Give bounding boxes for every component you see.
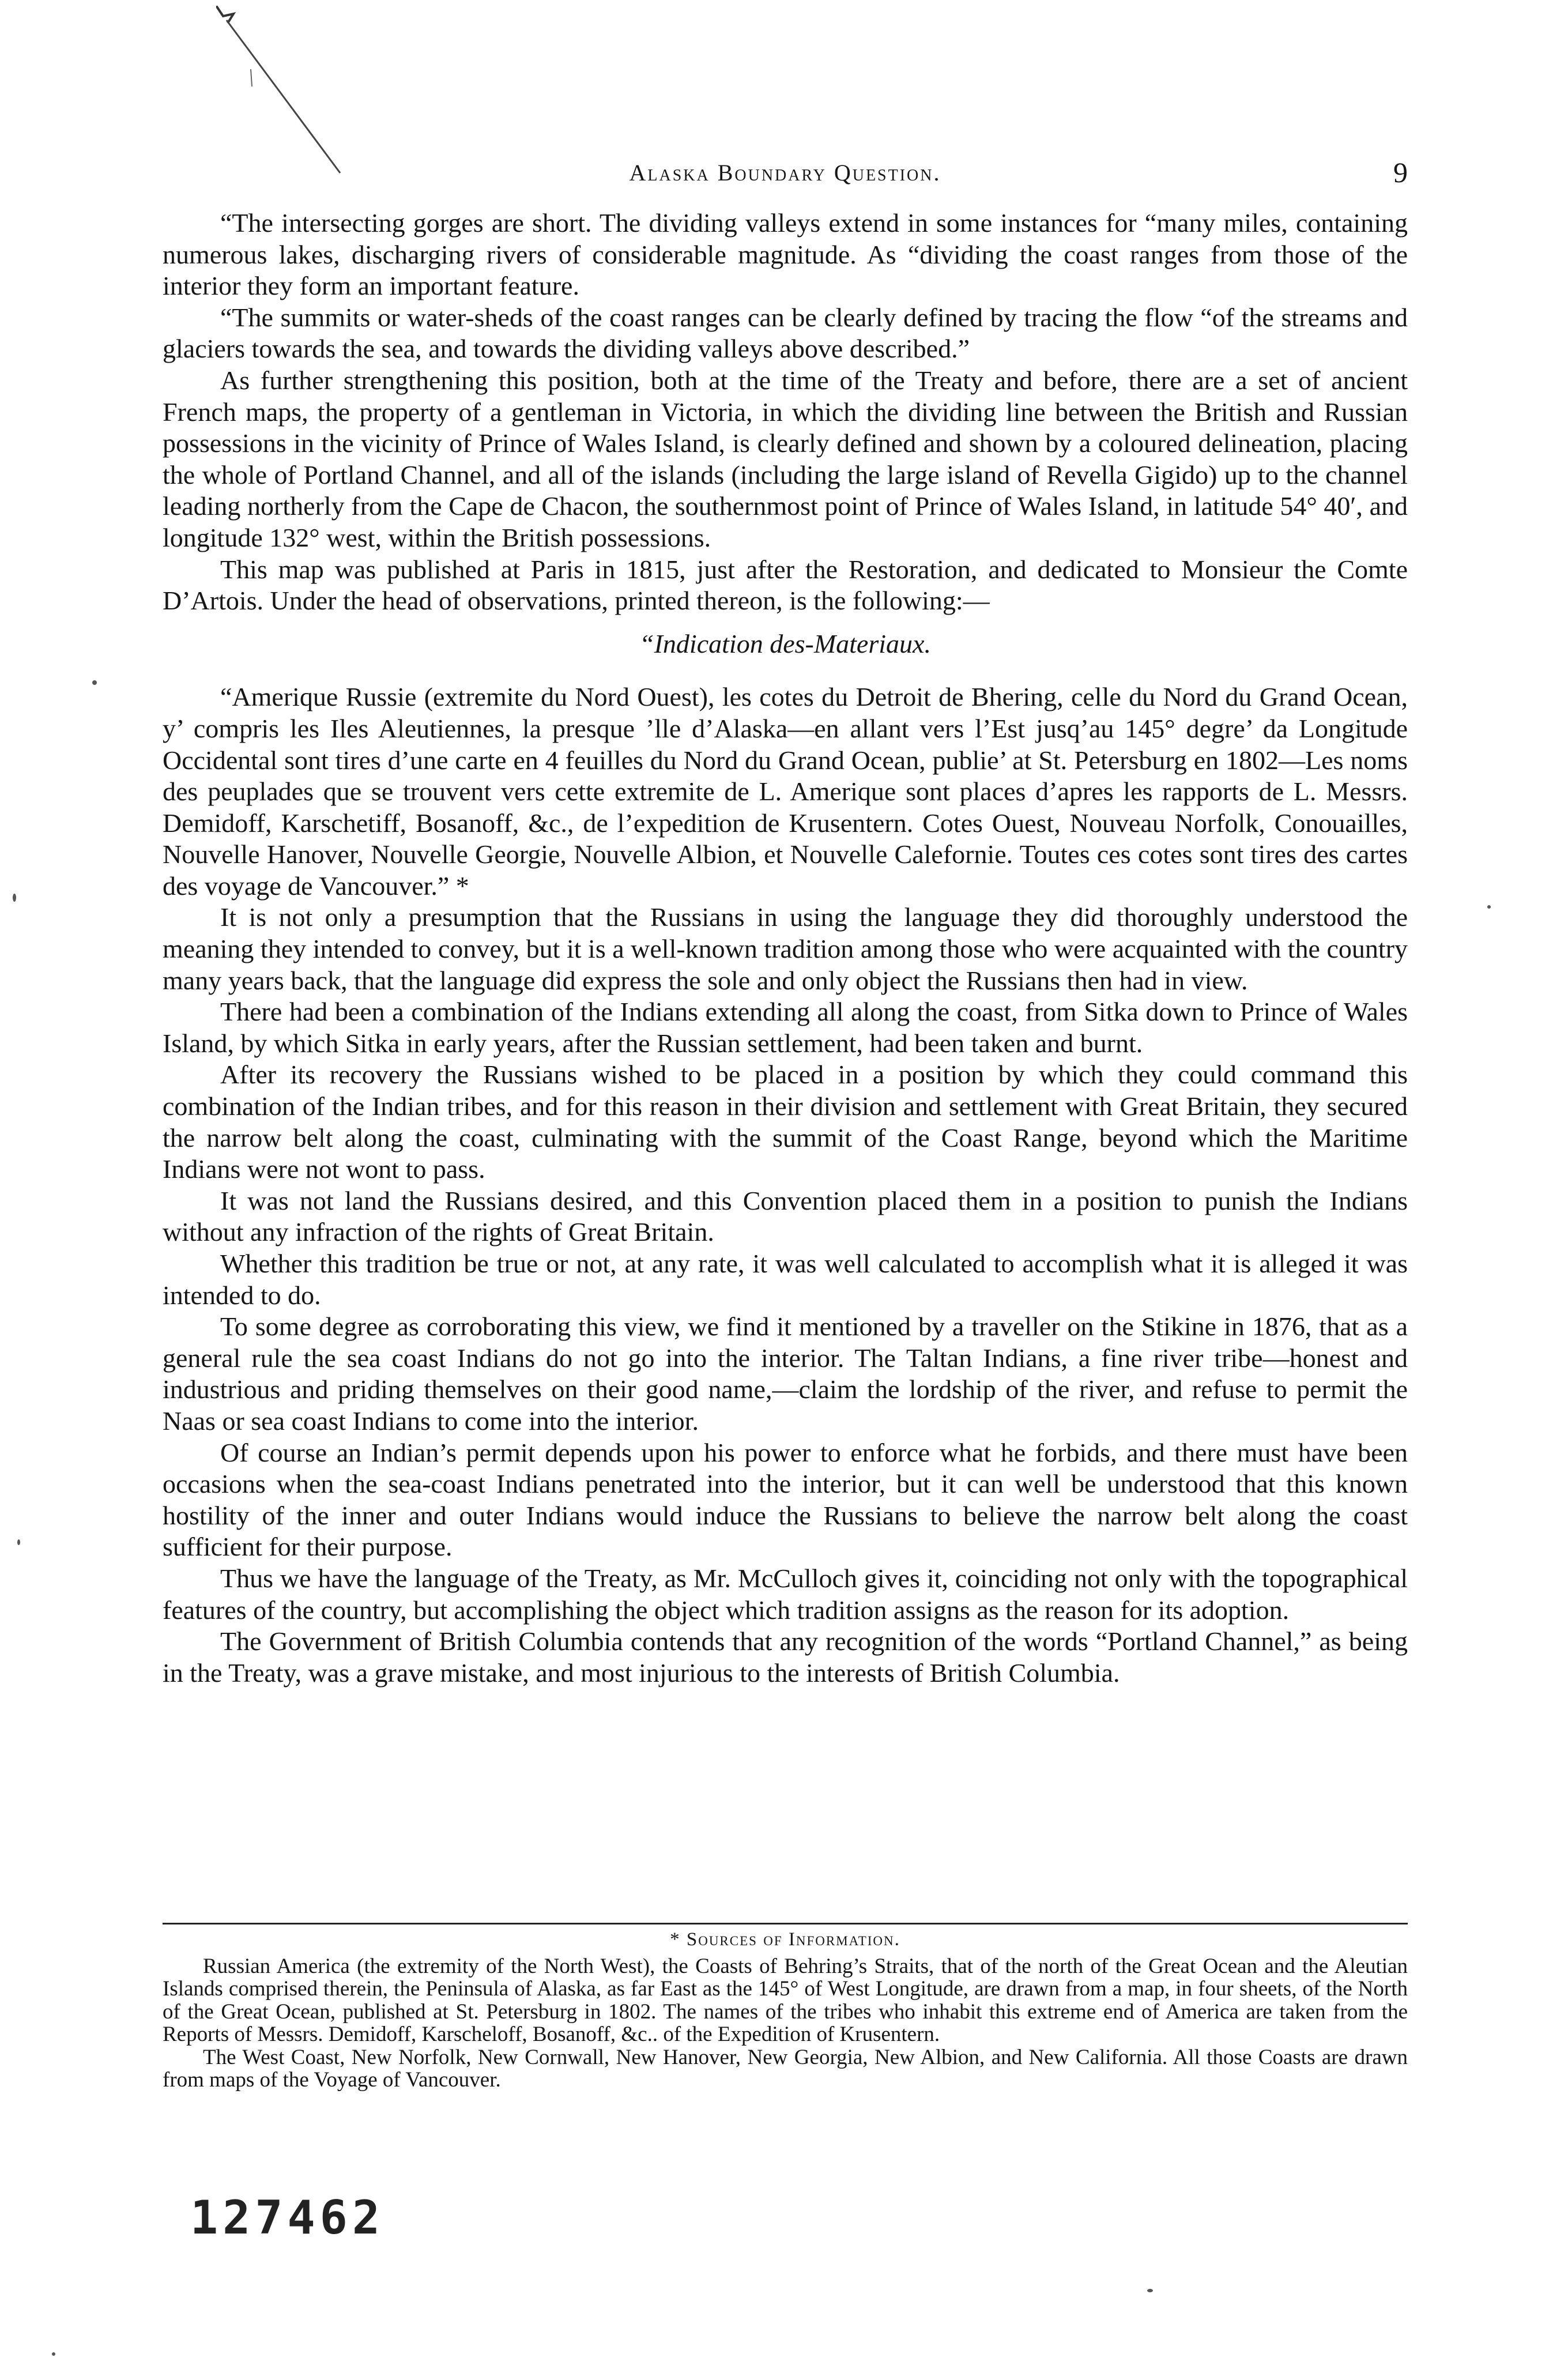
paragraph: Of course an Indian’s permit depends upon his power to enforce what he forbids, and there must have been occasions when the sea-coast Indians penetrated into the interior, but it can well be understood that this known hostility of the inner and outer Indians would induce the Russians to believe the narrow belt along the coast sufficient for their purpose.: [163, 1437, 1408, 1562]
paragraph: “The intersecting gorges are short. The dividing valleys extend in some instances for “many miles, containing numerous lakes, discharging rivers of considerable magnitude. As “dividing the coast ranges from those of the interior they form an important feature.: [163, 208, 1408, 301]
paragraph: After its recovery the Russians wished to be placed in a position by which they could command this combination of the Indian tribes, and for this reason in their division and settlement with Great Britain, they secured the narrow belt along the coast, culminating with the summit of the Coast Range, beyond which the Maritime Indians were not wont to pass.: [163, 1060, 1408, 1184]
paragraph: Whether this tradition be true or not, at any rate, it was well calculated to accomplish what it is alleged it was intended to do.: [163, 1249, 1408, 1310]
scan-speck: [52, 2352, 55, 2356]
paragraph: There had been a combination of the Indians extending all along the coast, from Sitka down to Prince of Wales Island, by which Sitka in early years, after the Russian settlement, had been taken and burnt.: [163, 997, 1408, 1058]
stamp-number: 127462: [190, 2191, 385, 2244]
page-number: 9: [1393, 156, 1408, 189]
scan-speck: [1487, 905, 1491, 909]
page-header: [163, 155, 1408, 195]
paragraph: It was not land the Russians desired, and this Convention placed them in a position to punish the Indians without any infraction of the rights of Great Britain.: [163, 1185, 1408, 1247]
scan-speck: [1147, 2289, 1153, 2292]
paragraph: Thus we have the language of the Treaty, as Mr. McCulloch gives it, coinciding not only with the topographical features of the country, but accomplishing the object which tradition assigns as the reason for its adoption.: [163, 1563, 1408, 1625]
paragraph: It is not only a presumption that the Russians in using the language they did thoroughly understood the meaning they intended to convey, but it is a well-known tradition among those who were acquainted with the country many years back, that the language did express the sole and only object the Russians then had in view.: [163, 902, 1408, 995]
running-title: Alaska Boundary Question.: [629, 160, 941, 186]
scan-pen-mark: [216, 6, 355, 179]
footnotes: [163, 1929, 1408, 2092]
footnote-paragraph: The West Coast, New Norfolk, New Cornwall, New Hanover, New Georgia, New Albion, and New California. All those Coasts are drawn from maps of the Voyage of Vancouver.: [163, 2045, 1408, 2092]
footnote-heading: * Sources of Information.: [670, 1929, 900, 1950]
paragraph: The Government of British Columbia contends that any recognition of the words “Portland Channel,” as being in the Treaty, was a grave mistake, and most injurious to the interests of British Columbia.: [163, 1626, 1408, 1688]
scan-speck: [17, 1539, 20, 1545]
body-text: [163, 208, 1408, 1689]
section-heading: “Indication des-Materiaux.: [639, 628, 931, 658]
paragraph: As further strengthening this position, both at the time of the Treaty and before, there are a set of ancient French maps, the property of a gentleman in Victoria, in which the dividing line between the British and Russian possessions in the vicinity of Prince of Wales Island, is clearly defined and shown by a coloured delineation, placing the whole of Portland Channel, and all of the islands (including the large island of Revella Gigido) up to the channel leading northerly from the Cape de Chacon, the southernmost point of Prince of Wales Island, in latitude 54° 40′, and longitude 132° west, within the British possessions.: [163, 365, 1408, 552]
scan-speck: [92, 680, 97, 685]
footnote-paragraph: Russian America (the extremity of the North West), the Coasts of Behring’s Straits, that of the north of the Great Ocean and the Aleutian Islands comprised therein, the Peninsula of Alaska, as far East as the 145° of West Longitude, are drawn from a map, in four sheets, of the North of the Great Ocean, published at St. Petersburg in 1802. The names of the tribes who inhabit this extreme end of America are taken from the Reports of Messrs. Demidoff, Karscheloff, Bosanoff, &c.. of the Expedition of Krusentern.: [163, 1954, 1408, 2046]
paragraph: This map was published at Paris in 1815, just after the Restoration, and dedicated to Monsieur the Comte D’Artois. Under the head of observations, printed thereon, is the following:—: [163, 554, 1408, 616]
paragraph: To some degree as corroborating this view, we find it mentioned by a traveller on the Stikine in 1876, that as a general rule the sea coast Indians do not go into the interior. The Taltan Indians, a fine river tribe—honest and industrious and priding themselves on their good name,—claim the lordship of the river, and refuse to permit the Naas or sea coast Indians to come into the interior.: [163, 1312, 1408, 1436]
paragraph: “The summits or water-sheds of the coast ranges can be clearly defined by tracing the flow “of the streams and glaciers towards the sea, and towards the dividing valleys above described.”: [163, 302, 1408, 364]
paragraph: “Amerique Russie (extremite du Nord Ouest), les cotes du Detroit de Bhering, celle du Nord du Grand Ocean, y’ compris les Iles Aleutiennes, la presque ’lle d’Alaska—en allant vers l’Est jusq’au 145° degre’ da Longitude Occidental sont tires d’une carte en 4 feuilles du Nord du Grand Ocean, publie’ at St. Petersburg en 1802—Les noms des peuplades que se trouvent vers cette extremite de L. Amerique sont places d’apres les rapports de L. Messrs. Demidoff, Karschetiff, Bosanoff, &c., de l’expedition de Krusentern. Cotes Ouest, Nouveau Norfolk, Conouailles, Nouvelle Hanover, Nouvelle Georgie, Nouvelle Albion, et Nouvelle Calefornie. Toutes ces cotes sont tires des cartes des voyage de Vancouver.” *: [163, 682, 1408, 901]
footnote-divider: [163, 1923, 1408, 1924]
scan-speck: [13, 894, 16, 902]
